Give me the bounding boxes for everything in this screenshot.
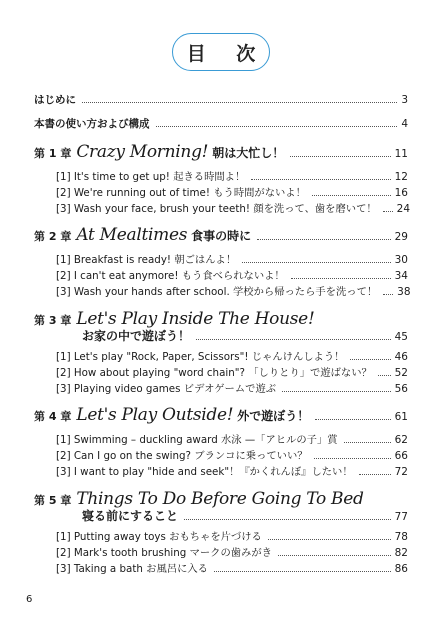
item-page: 16: [394, 187, 408, 199]
chapter-title-en: Crazy Morning!: [76, 142, 209, 162]
item-page: 52: [394, 367, 408, 379]
leader-dots: [251, 179, 390, 180]
item-page: 34: [394, 270, 408, 282]
toc-entry-howto[interactable]: [34, 116, 408, 131]
chapter-number: 第 1 章: [34, 147, 72, 160]
entry-page: 3: [401, 94, 408, 106]
toc-item[interactable]: [56, 528, 408, 543]
toc-item[interactable]: [56, 364, 408, 379]
chapter-number: 第 2 章: [34, 230, 72, 243]
chapter-number: 第 4 章: [34, 410, 72, 423]
item-label: [2] How about playing "word chain"? 「しりとり」で遊ばない？: [56, 367, 372, 379]
leader-dots: [282, 391, 391, 392]
chapter-title-jp: 外で遊ぼう！: [237, 409, 310, 423]
item-page: 24: [396, 203, 411, 215]
leader-dots: [196, 339, 391, 340]
chapter-title-en: At Mealtimes: [76, 225, 188, 245]
chapter-title-en: Let's Play Inside The House!: [76, 309, 315, 329]
item-page: 82: [394, 547, 408, 559]
item-label: [1] It's time to get up! 起きる時間よ！: [56, 171, 246, 183]
toc-item[interactable]: [56, 560, 408, 575]
leader-dots: [278, 555, 391, 556]
chapter-3-heading[interactable]: [34, 309, 408, 329]
page-number: 6: [26, 594, 33, 605]
chapter-title-en: Things To Do Before Going To Bed: [76, 489, 364, 509]
chapter-title-jp: 寝る前にすること: [82, 509, 179, 523]
item-label: [2] I can't eat anymore! もう食べられないよ！: [56, 270, 285, 282]
leader-dots: [383, 294, 393, 295]
leader-dots: [315, 419, 390, 420]
entry-page: 4: [401, 118, 408, 130]
chapter-number: 第 3 章: [34, 314, 72, 327]
chapter-title-jp: 食事の時に: [191, 229, 252, 243]
item-page: 72: [394, 466, 408, 478]
item-page: 30: [394, 254, 408, 266]
leader-dots: [184, 519, 391, 520]
item-label: [1] Let's play "Rock, Paper, Scissors"! じゃんけんしよう！: [56, 351, 345, 363]
toc-item[interactable]: [56, 200, 411, 215]
item-page: 78: [394, 531, 408, 543]
item-label: [3] Playing video games ビデオゲームで遊ぶ: [56, 383, 277, 395]
leader-dots: [344, 442, 391, 443]
chapter-1-heading[interactable]: [34, 142, 408, 162]
leader-dots: [257, 239, 390, 240]
toc-item[interactable]: [56, 380, 408, 395]
item-page: 38: [397, 286, 411, 298]
leader-dots: [268, 539, 391, 540]
toc-item[interactable]: [56, 283, 411, 298]
leader-dots: [359, 474, 391, 475]
toc-item[interactable]: [56, 168, 408, 183]
toc-item[interactable]: [56, 447, 408, 462]
chapter-number: 第 5 章: [34, 494, 72, 507]
leader-dots: [156, 126, 398, 127]
toc-item[interactable]: [56, 463, 408, 478]
toc-item[interactable]: [56, 184, 408, 199]
toc-entry-intro[interactable]: [34, 92, 408, 107]
chapter-5-subtitle[interactable]: [82, 507, 408, 524]
chapter-page: 29: [394, 231, 408, 243]
toc-item[interactable]: [56, 544, 408, 559]
leader-dots: [312, 195, 391, 196]
item-label: [3] Taking a bath お風呂に入る: [56, 563, 208, 575]
leader-dots: [314, 458, 391, 459]
item-label: [1] Putting away toys おもちゃを片づける: [56, 531, 262, 543]
item-label: [1] Swimming – duckling award 水泳 —「アヒルの子」賞: [56, 434, 338, 446]
leader-dots: [378, 375, 391, 376]
chapter-page: 45: [394, 331, 408, 343]
item-label: [2] Can I go on the swing? ブランコに乗っていい？: [56, 450, 308, 462]
chapter-3-subtitle[interactable]: [82, 327, 408, 344]
item-page: 46: [394, 351, 408, 363]
toc-title-box: [172, 33, 270, 71]
item-page: 56: [394, 383, 408, 395]
item-label: [3] I want to play "hide and seek"！『かくれんぼ』したい！: [56, 466, 353, 478]
entry-label: はじめに: [34, 94, 76, 106]
leader-dots: [350, 359, 390, 360]
chapter-4-heading[interactable]: [34, 405, 408, 425]
item-label: [1] Breakfast is ready! 朝ごはんよ！: [56, 254, 237, 266]
chapter-page: 61: [394, 411, 408, 423]
leader-dots: [383, 211, 393, 212]
leader-dots: [82, 102, 397, 103]
leader-dots: [290, 156, 390, 157]
chapter-5-heading[interactable]: [34, 489, 408, 509]
toc-title: 目 次: [186, 42, 268, 65]
item-page: 12: [394, 171, 408, 183]
chapter-title-jp: 朝は大忙し！: [212, 146, 285, 160]
leader-dots: [291, 278, 391, 279]
entry-label: 本書の使い方および構成: [34, 118, 150, 130]
item-label: [3] Wash your hands after school. 学校から帰ったら手を洗って！: [56, 286, 378, 298]
toc-item[interactable]: [56, 267, 408, 282]
item-label: [3] Wash your face, brush your teeth! 顔を洗って、歯を磨いて！: [56, 203, 377, 215]
item-page: 86: [394, 563, 408, 575]
toc-item[interactable]: [56, 251, 408, 266]
item-page: 66: [394, 450, 408, 462]
item-page: 62: [394, 434, 408, 446]
chapter-page: 11: [394, 148, 408, 160]
chapter-2-heading[interactable]: [34, 225, 408, 245]
item-label: [2] Mark's tooth brushing マークの歯みがき: [56, 547, 272, 559]
chapter-title-jp: お家の中で遊ぼう！: [82, 329, 191, 343]
leader-dots: [214, 571, 391, 572]
chapter-title-en: Let's Play Outside!: [76, 405, 234, 425]
leader-dots: [242, 262, 391, 263]
toc-item[interactable]: [56, 431, 408, 446]
item-label: [2] We're running out of time! もう時間がないよ！: [56, 187, 306, 199]
toc-item[interactable]: [56, 348, 408, 363]
chapter-page: 77: [394, 511, 408, 523]
